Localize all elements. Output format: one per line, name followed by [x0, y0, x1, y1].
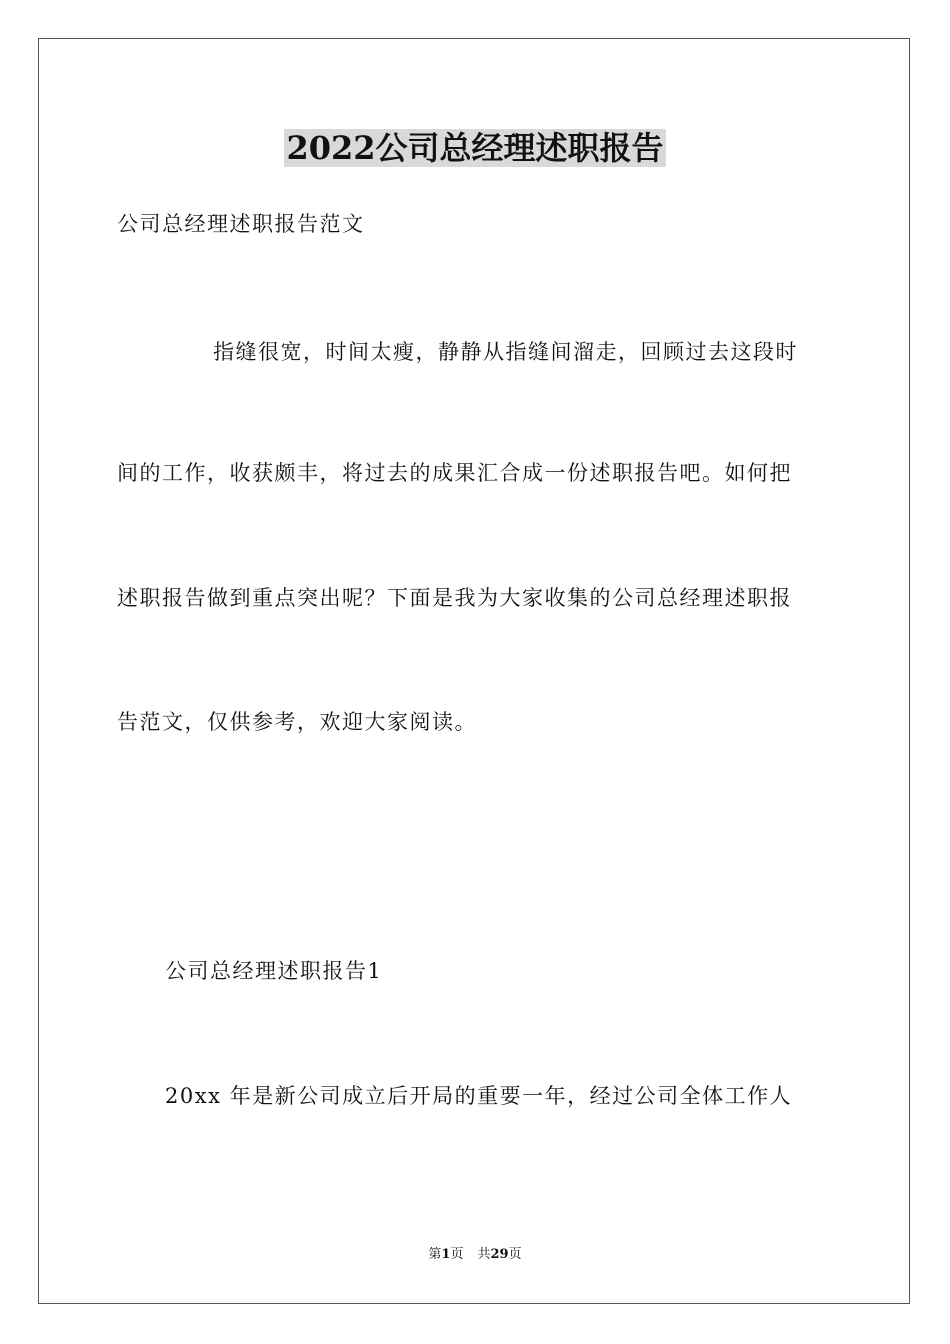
page-footer: [0, 1246, 950, 1264]
intro-line-2: 间的工作，收获颇丰，将过去的成果汇合成一份述职报告吧。如何把: [117, 461, 792, 485]
footer-page-suffix: 页: [450, 1247, 464, 1262]
intro-line-4: 告范文，仅供参考，欢迎大家阅读。: [117, 710, 477, 734]
footer-page-prefix: 第: [428, 1247, 442, 1262]
footer-total-prefix: 共: [477, 1247, 491, 1262]
section-heading: 公司总经理述职报告1: [165, 959, 383, 983]
document-title-text: 2022公司总经理述职报告: [286, 129, 664, 167]
footer-total-suffix: 页: [508, 1247, 522, 1262]
section-paragraph-line-1: 20xx 年是新公司成立后开局的重要一年，经过公司全体工作人: [165, 1084, 793, 1108]
document-subtitle: 公司总经理述职报告范文: [117, 212, 365, 236]
intro-line-1: 指缝很宽，时间太瘦，静静从指缝间溜走，回顾过去这段时: [213, 340, 798, 364]
document-title: [0, 126, 950, 170]
footer-total-pages: 29: [490, 1247, 509, 1262]
footer-page-current: 1: [441, 1247, 451, 1262]
intro-line-3: 述职报告做到重点突出呢？下面是我为大家收集的公司总经理述职报: [117, 586, 792, 610]
